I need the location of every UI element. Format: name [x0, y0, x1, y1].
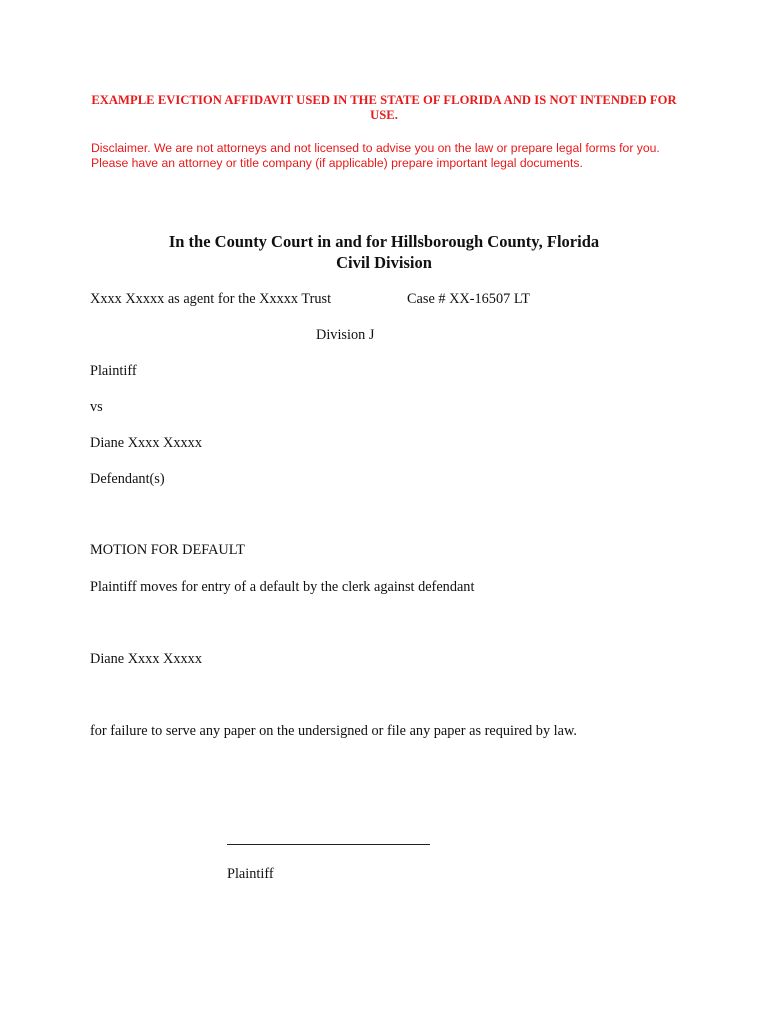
motion-title: MOTION FOR DEFAULT	[90, 542, 245, 558]
case-number: Case # XX-16507 LT	[407, 291, 530, 307]
motion-body: Plaintiff moves for entry of a default by the clerk against defendant	[90, 579, 475, 595]
versus-label: vs	[90, 399, 103, 415]
signature-label: Plaintiff	[227, 866, 274, 882]
court-heading-line-1: In the County Court in and for Hillsborough County, Florida	[168, 232, 600, 251]
motion-reason: for failure to serve any paper on the undersigned or file any paper as required by law.	[90, 723, 577, 739]
disclaimer-text: Disclaimer. We are not attorneys and not licensed to advise you on the law or prepare legal forms for you. Please have an attorney or title company (if applicable) prepare important legal documents.	[91, 141, 660, 170]
motion-defendant-name: Diane Xxxx Xxxxx	[90, 651, 202, 667]
signature-line	[227, 844, 430, 845]
defendant-label: Defendant(s)	[90, 471, 165, 487]
court-heading	[90, 232, 678, 273]
court-heading-line-2: Civil Division	[336, 252, 432, 272]
defendant-name: Diane Xxxx Xxxxx	[90, 435, 202, 451]
plaintiff-label: Plaintiff	[90, 363, 137, 379]
division: Division J	[316, 327, 375, 343]
warning-title: EXAMPLE EVICTION AFFIDAVIT USED IN THE STATE OF FLORIDA AND IS NOT INTENDED FOR USE.	[91, 93, 677, 122]
plaintiff-party: Xxxx Xxxxx as agent for the Xxxxx Trust	[90, 291, 332, 307]
